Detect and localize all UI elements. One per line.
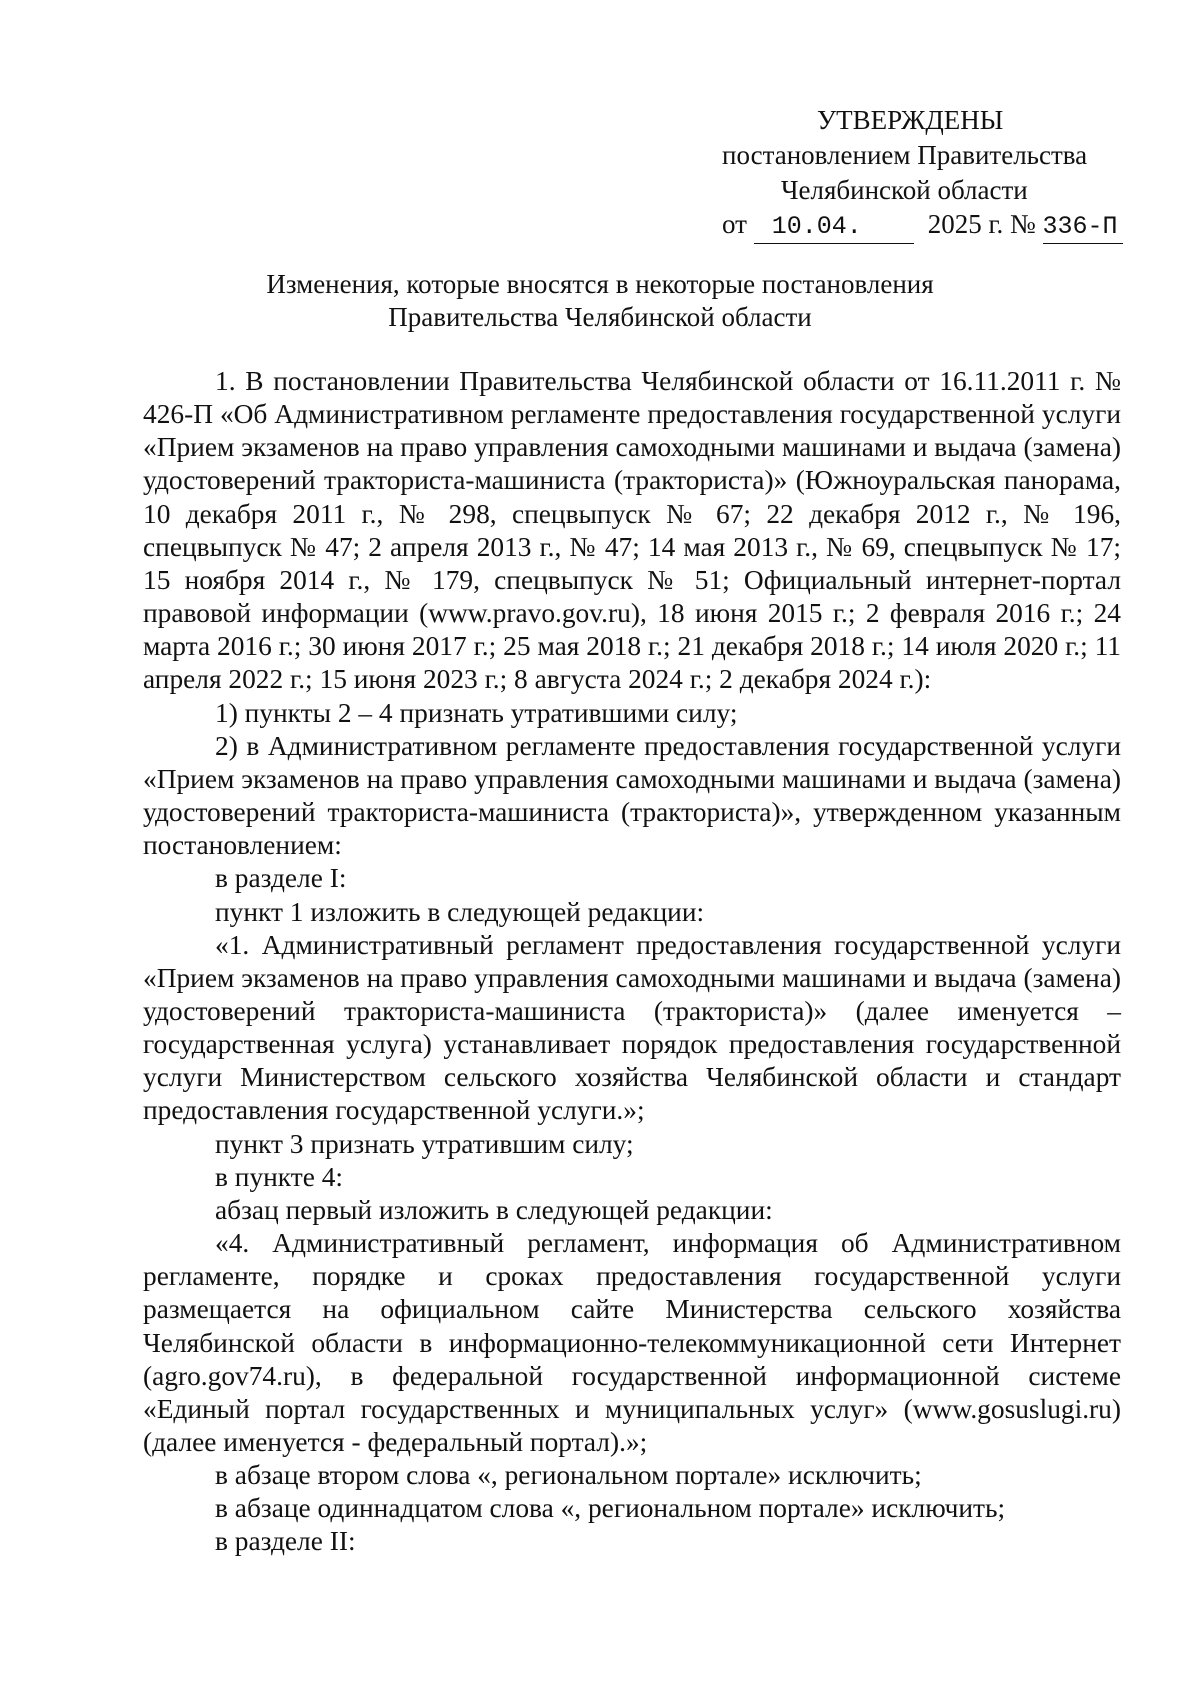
paragraph: в пункте 4: (215, 1161, 344, 1192)
date-value: 10.04. (754, 211, 914, 244)
date-prefix: от (722, 209, 747, 239)
approval-title: УТВЕРЖДЕНЫ (817, 105, 1004, 135)
paragraph: пункт 3 признать утратившим силу; (215, 1128, 634, 1159)
paragraph: «1. Административный регламент предоставления государственной услуги «Прием экзаменов на право управления самоходными машинами и выдача (замена) удостоверений тракториста-машиниста (тракториста)» (далее именуется – государственная услуга) устанавливает порядок предоставления государственной услуги Министерством сельского хозяйства Челябинской области и стандарт предоставления государственной услуги.»; (143, 929, 1121, 1126)
title-line-1: Изменения, которые вносятся в некоторые постановления (266, 269, 934, 299)
paragraph: 2) в Административном регламенте предоставления государственной услуги «Прием экзаменов на право управления самоходными машинами и выдача (замена) удостоверений тракториста-машиниста (тракториста)», утвержденном указанным постановлением: (143, 730, 1121, 861)
paragraph: в абзаце втором слова «, региональном портале» исключить; (215, 1460, 922, 1491)
paragraph: в абзаце одиннадцатом слова «, региональном портале» исключить; (215, 1493, 1006, 1524)
document-title (0, 268, 1200, 334)
document-body (143, 365, 1121, 1559)
approval-issuer-line: постановлением Правительства (722, 140, 1088, 170)
title-line-2: Правительства Челябинской области (388, 302, 812, 332)
paragraph: абзац первый изложить в следующей редакции: (215, 1194, 773, 1225)
date-year: 2025 г. № (927, 209, 1036, 239)
paragraph: 1) пункты 2 – 4 признать утратившими силу; (215, 697, 738, 728)
approval-region-line: Челябинской области (781, 175, 1028, 205)
paragraph: пункт 1 изложить в следующей редакции: (215, 896, 705, 927)
paragraph: 1. В постановлении Правительства Челябинской области от 16.11.2011 г. № 426-П «Об Административном регламенте предоставления государственной услуги «Прием экзаменов на право управления самоходными машинами и выдача (замена) удостоверений тракториста-машиниста (тракториста)» (Южноуральская панорама, 10 декабря 2011 г., № 298, спецвыпуск № 67; 22 декабря 2012 г., № 196, спецвыпуск № 47; 2 апреля 2013 г., № 47; 14 мая 2013 г., № 69, спецвыпуск № 17; 15 ноября 2014 г., № 179, спецвыпуск № 51; Официальный интернет-портал правовой информации (www.pravo.gov.ru), 18 июня 2015 г.; 2 февраля 2016 г.; 24 марта 2016 г.; 30 июня 2017 г.; 25 мая 2018 г.; 21 декабря 2018 г.; 14 июля 2020 г.; 11 апреля 2022 г.; 15 июня 2023 г.; 8 августа 2024 г.; 2 декабря 2024 г.): (143, 366, 1121, 695)
approval-date-line (722, 208, 1123, 244)
document-number: 336-П (1043, 211, 1123, 244)
paragraph: в разделе II: (215, 1526, 356, 1557)
paragraph: «4. Административный регламент, информация об Административном регламенте, порядке и сроках предоставления государственной услуги размещается на официальном сайте Министерства сельского хозяйства Челябинской области в информационно-телекоммуникационной сети Интернет (agro.gov74.ru), в федеральной государственной информационной системе «Единый портал государственных и муниципальных услуг» (www.gosuslugi.ru) (далее именуется - федеральный портал).»; (143, 1228, 1121, 1457)
paragraph: в разделе I: (215, 863, 347, 894)
